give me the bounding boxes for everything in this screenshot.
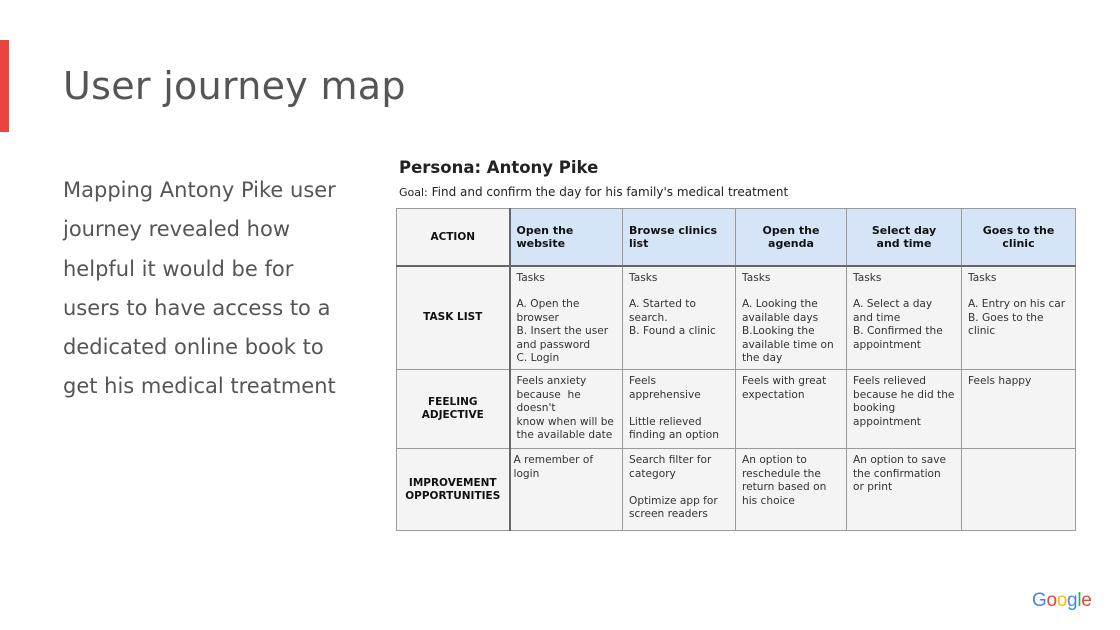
table-cell	[847, 449, 962, 531]
row-header	[397, 266, 510, 370]
cell-text: An option to save	[853, 454, 946, 467]
stage-header-line: Goes to the	[982, 223, 1055, 237]
cell-text: B. Confirmed the	[853, 325, 943, 338]
cell-text: screen readers	[629, 507, 708, 520]
cell-text: because he did the	[853, 388, 955, 401]
cell-text: An option to	[742, 454, 807, 467]
stage-header	[736, 209, 847, 266]
google-logo	[1032, 590, 1092, 612]
stage-header-line: Browse clinics list	[629, 223, 721, 250]
table-cell	[962, 370, 1076, 449]
body-line: Mapping Antony Pike user	[63, 178, 336, 202]
goal-text: Find and confirm the day for his family's medical treatment	[431, 185, 789, 199]
cell-text: and time	[853, 311, 901, 324]
logo-letter: o	[1056, 590, 1068, 611]
cell-spacer	[968, 285, 1070, 298]
body-line: dedicated online book to	[63, 335, 324, 360]
stage-header	[847, 209, 962, 266]
logo-letter: g	[1067, 590, 1078, 611]
table-cell	[736, 370, 847, 449]
cell-text: Feels anxiety	[516, 375, 587, 388]
row-header	[397, 449, 510, 531]
body-paragraph	[63, 171, 353, 407]
table-cell	[962, 266, 1076, 370]
persona-goal	[399, 185, 788, 199]
row-header-line: FEELING	[427, 396, 478, 409]
cell-text: appointment	[853, 415, 921, 428]
table-cell	[962, 449, 1076, 531]
stage-header	[962, 209, 1076, 266]
cell-text: the confirmation	[853, 467, 941, 480]
cell-text: Feels with great	[742, 375, 827, 388]
cell-spacer	[629, 285, 730, 298]
cell-spacer	[853, 285, 956, 298]
cell-text: B. Goes to the clinic	[968, 311, 1047, 338]
cell-text: the available date	[516, 428, 613, 441]
cell-text: Feels apprehensive	[629, 375, 701, 401]
cell-text: B. Insert the user	[516, 325, 609, 338]
body-line: journey revealed how	[63, 217, 290, 242]
stage-header-line: agenda	[768, 236, 814, 250]
logo-letter: G	[1032, 590, 1047, 611]
table-cell	[736, 449, 847, 531]
cell-text: Tasks	[629, 271, 658, 284]
logo-letter: e	[1081, 590, 1092, 611]
cell-text: because he doesn't	[516, 388, 585, 415]
cell-text: available time on	[742, 338, 834, 351]
logo-letter: l	[1077, 590, 1082, 611]
cell-text: A. Select a day	[853, 298, 933, 311]
cell-text: available days	[742, 311, 819, 324]
cell-text: his choice	[742, 494, 795, 507]
table-cell	[847, 266, 962, 370]
slide-title: User journey map	[63, 64, 406, 108]
cell-text: the day	[742, 351, 783, 364]
cell-spacer	[629, 402, 730, 415]
table-cell	[510, 449, 623, 531]
cell-text: Tasks	[853, 271, 882, 284]
row-header-line: OPPORTUNITIES	[405, 489, 501, 502]
stage-header	[623, 209, 736, 266]
cell-text: Tasks	[516, 271, 545, 284]
table-cell	[510, 266, 623, 370]
body-line: users to have access to a	[63, 295, 331, 320]
row-header	[397, 370, 510, 449]
cell-text: know when will be	[516, 415, 614, 428]
cell-text: Feels happy	[968, 375, 1032, 388]
table-row	[397, 370, 1076, 449]
body-line: helpful it would be for	[63, 256, 294, 281]
cell-text: A remember of login	[513, 454, 597, 480]
goal-label: Goal:	[399, 186, 428, 199]
cell-text: booking	[853, 402, 896, 415]
table-cell	[510, 370, 623, 449]
cell-spacer	[742, 285, 841, 298]
cell-text: A. Entry on his car	[968, 298, 1066, 311]
cell-text: Feels relieved	[853, 375, 926, 388]
body-line: get his medical treatment	[63, 374, 336, 399]
cell-text: B.Looking the	[742, 325, 815, 338]
table-row	[397, 266, 1076, 370]
cell-text: return based on	[742, 481, 827, 494]
cell-text: reschedule the	[742, 467, 821, 480]
accent-bar	[0, 40, 9, 132]
cell-text: A. Looking the	[742, 298, 818, 311]
cell-text: C. Login	[516, 351, 560, 364]
cell-text: Optimize app for	[629, 494, 718, 507]
cell-text: Tasks	[742, 271, 771, 284]
logo-letter: o	[1046, 590, 1057, 611]
cell-text: finding an option	[629, 428, 719, 441]
row-header-line: ADJECTIVE	[421, 409, 484, 422]
cell-text: appointment	[853, 338, 921, 351]
stage-header-line: clinic	[1002, 236, 1035, 250]
cell-text: Search filter for	[629, 454, 712, 467]
cell-spacer	[517, 285, 618, 298]
row-header-line: IMPROVEMENT	[408, 476, 497, 489]
persona-title: Persona: Antony Pike	[399, 158, 599, 177]
table-cell	[623, 370, 736, 449]
stage-header-line: and time	[876, 236, 932, 250]
journey-map-table	[396, 208, 1076, 531]
stage-header-line: Open the	[762, 223, 820, 237]
cell-text: A. Open the browser	[516, 298, 583, 324]
header-row	[397, 209, 1076, 266]
action-header: ACTION	[397, 209, 510, 266]
table-cell	[736, 266, 847, 370]
cell-spacer	[629, 481, 730, 494]
stage-header-line: Open the website	[516, 223, 578, 250]
row-header-line: TASK LIST	[423, 311, 483, 324]
table-cell	[847, 370, 962, 449]
stage-header	[510, 209, 623, 266]
cell-text: and password	[516, 338, 591, 351]
stage-header-line: Select day	[871, 223, 937, 237]
cell-text: or print	[853, 481, 893, 494]
table-row	[397, 449, 1076, 531]
cell-text: Little relieved	[629, 415, 702, 428]
cell-text: Tasks	[968, 271, 997, 284]
table-cell	[623, 449, 736, 531]
cell-text: A. Started to search.	[629, 298, 700, 324]
cell-text: category	[629, 467, 676, 480]
cell-text: expectation	[742, 388, 805, 401]
table-cell	[623, 266, 736, 370]
cell-text: B. Found a clinic	[629, 325, 716, 338]
